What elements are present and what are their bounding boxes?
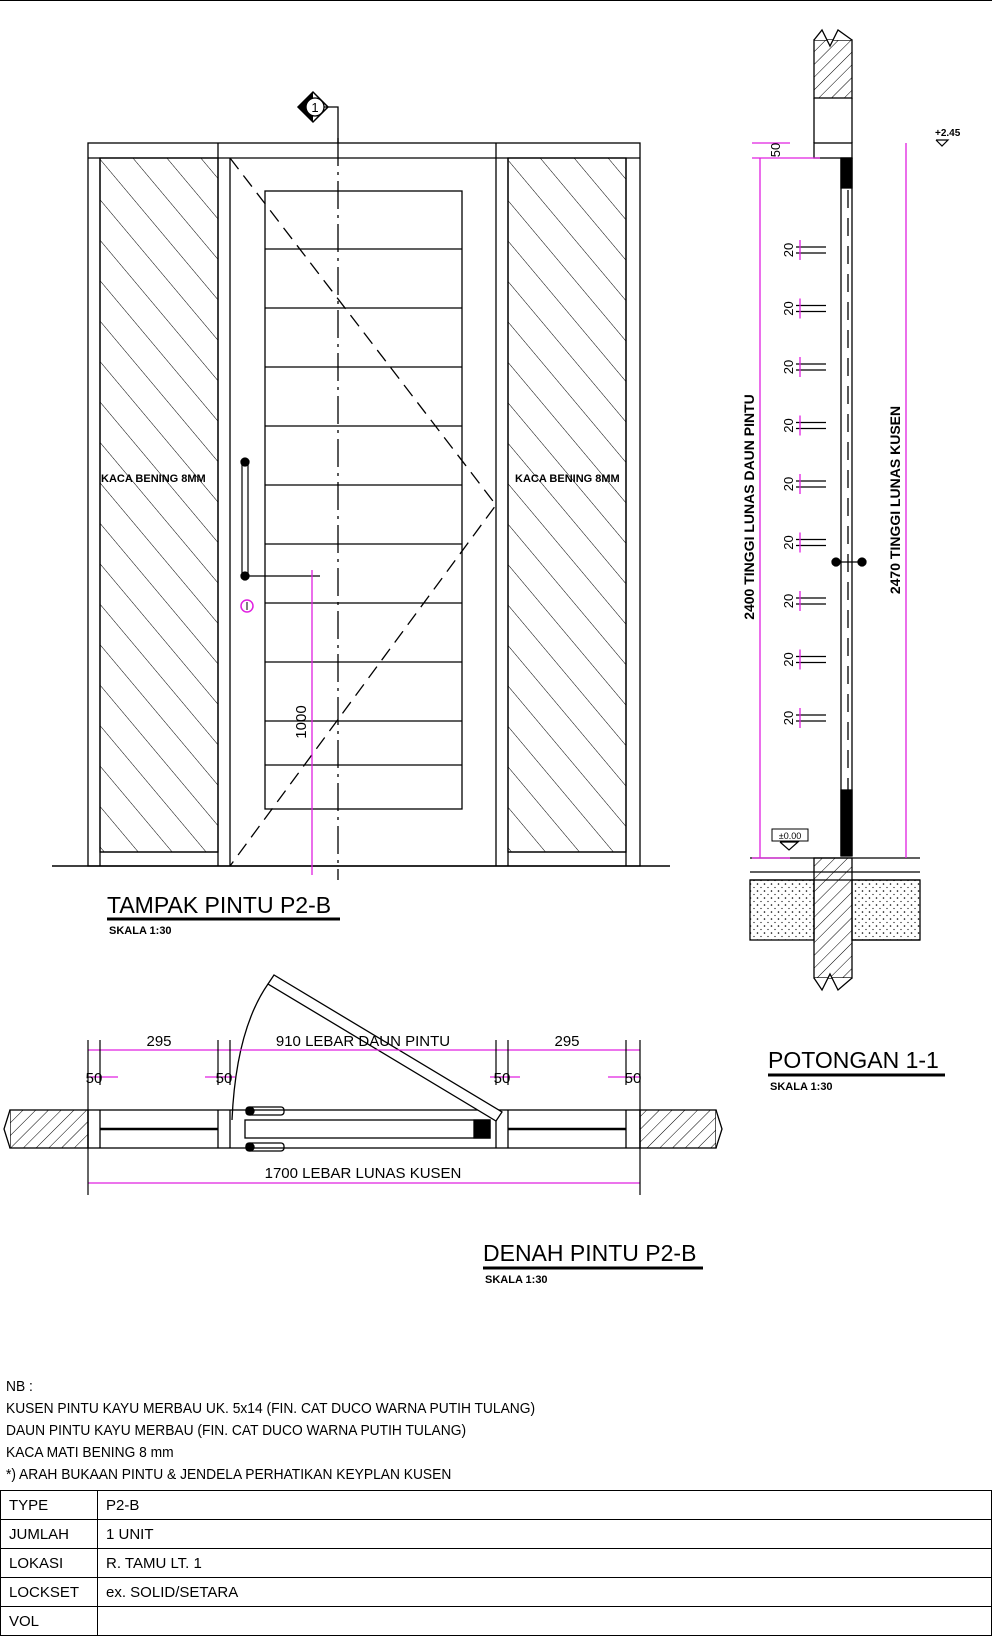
section-tick-label: 20 [781, 593, 796, 609]
notes-heading: NB : [6, 1378, 33, 1395]
glass-right-label: KACA BENING 8MM [515, 473, 620, 485]
table-row [1, 1491, 992, 1520]
notes-line: KACA MATI BENING 8 mm [6, 1444, 174, 1461]
section-title: POTONGAN 1-1 [768, 1047, 939, 1073]
row-label: TYPE [1, 1491, 98, 1520]
plan-dim-total: 1700 LEBAR LUNAS KUSEN [264, 1165, 462, 1182]
glass-right-hatch [508, 158, 626, 852]
notes [6, 1376, 535, 1486]
notes-line: KUSEN PINTU KAYU MERBAU UK. 5x14 (FIN. CAT DUCO WARNA PUTIH TULANG) [6, 1400, 536, 1417]
section-tick-label: 20 [781, 476, 796, 492]
plan-dimensions [85, 1050, 640, 1183]
row-label: JUMLAH [1, 1520, 98, 1549]
row-value: P2-B [98, 1491, 992, 1520]
row-value: R. TAMU LT. 1 [98, 1549, 992, 1578]
table-row [1, 1578, 992, 1607]
section-dimensions [752, 143, 906, 858]
plan-drawing [4, 975, 722, 1151]
section-dim-frame: 2470 TINGGI LUNAS KUSEN [887, 405, 903, 595]
row-value: ex. SOLID/SETARA [98, 1578, 992, 1607]
notes-line: DAUN PINTU KAYU MERBAU (FIN. CAT DUCO WARNA PUTIH TULANG) [6, 1422, 467, 1439]
door-elevation [52, 138, 670, 880]
spec-table [0, 1490, 992, 1636]
row-label: VOL [1, 1607, 98, 1636]
plan-dim-50: 50 [85, 1070, 103, 1087]
elevation-scale: SKALA 1:30 [109, 925, 172, 937]
notes-line: *) ARAH BUKAAN PINTU & JENDELA PERHATIKAN KEYPLAN KUSEN [6, 1466, 452, 1483]
level-top-marker [936, 140, 948, 146]
row-value: 1 UNIT [98, 1520, 992, 1549]
section-dim-top: 50 [768, 142, 783, 158]
section-tick-label: 20 [781, 535, 796, 550]
glass-left-hatch [100, 158, 218, 852]
elevation-title: TAMPAK PINTU P2-B [107, 892, 332, 918]
section-marker-number: 1 [311, 100, 319, 115]
section-level-top: +2.45 [935, 128, 961, 139]
plan-dim-50: 50 [624, 1070, 642, 1087]
plan-dim-door: 910 LEBAR DAUN PINTU [275, 1033, 451, 1050]
section-level-bottom: ±0.00 [778, 831, 802, 841]
section-tick-label: 20 [781, 710, 796, 726]
plan-dim-50: 50 [493, 1070, 511, 1087]
table-row [1, 1549, 992, 1578]
plan-dim-50: 50 [215, 1070, 233, 1087]
section-tick-label: 20 [781, 418, 796, 433]
section-tick-group [781, 240, 826, 728]
plan-dim-right: 295 [554, 1033, 580, 1050]
table-row [1, 1520, 992, 1549]
plan-title: DENAH PINTU P2-B [483, 1240, 697, 1266]
row-label: LOCKSET [1, 1578, 98, 1607]
row-label: LOKASI [1, 1549, 98, 1578]
section-scale: SKALA 1:30 [770, 1081, 833, 1093]
section-tick-label: 20 [781, 301, 796, 316]
section-tick-label: 20 [781, 359, 796, 375]
glass-left-label: KACA BENING 8MM [101, 473, 206, 485]
plan-dim-left: 295 [146, 1033, 172, 1050]
table-row [1, 1607, 992, 1636]
section-tick-label: 20 [781, 652, 796, 667]
plan-scale: SKALA 1:30 [485, 1274, 548, 1286]
row-value [98, 1607, 992, 1636]
section-dim-leaf: 2400 TINGGI LUNAS DAUN PINTU [741, 394, 757, 620]
handle-height-label: 1000 [293, 705, 310, 739]
section-tick-label: 20 [781, 242, 796, 258]
